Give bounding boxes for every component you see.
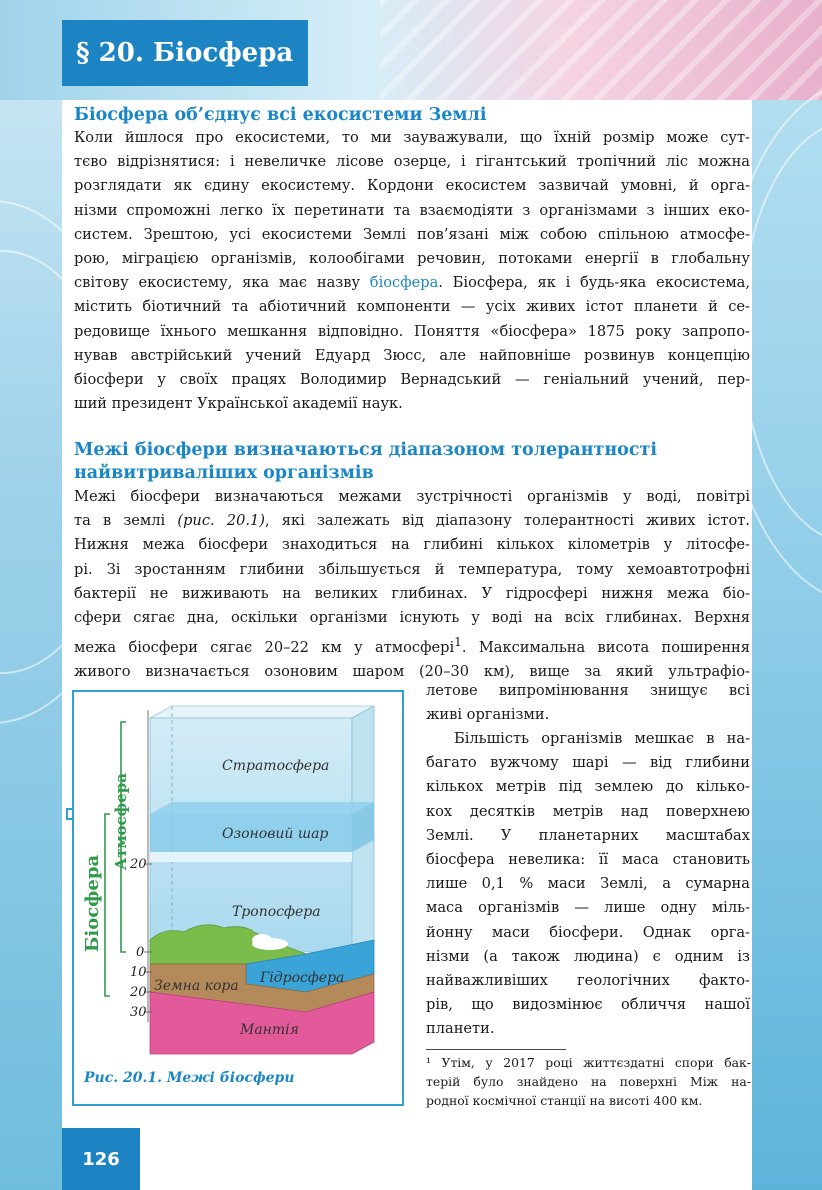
- footnote-divider: [426, 1049, 566, 1050]
- label-troposphere: Тропосфера: [232, 904, 321, 920]
- biosphere-bracket: [105, 814, 110, 996]
- heading-biosphere-limits: [74, 439, 657, 485]
- ozone-top: [150, 802, 374, 814]
- text-line: Коли йшлося про екосистеми, то ми зауважували, що їхній розмір може сут-: [74, 129, 750, 146]
- footnote-line: родної космічної станції на висоті 400 км.: [426, 1093, 703, 1108]
- text-line: рою, міграцією організмів, колообігами речовин, потоками енергії в глобальну: [74, 250, 750, 268]
- text-line: нував австрійський учений Едуард Зюсс, але найповніше розвинув концепцію: [74, 346, 750, 364]
- heading-line: найвитриваліших організмів: [74, 463, 374, 483]
- text-line: рів, що видозмінює обличчя нашої: [426, 996, 750, 1014]
- tick-label-30: 30: [130, 1005, 147, 1020]
- text-line: Землі. У планетарних масштабах: [426, 826, 750, 844]
- tick-label-20: 20: [130, 985, 147, 1000]
- figure-caption: Рис. 20.1. Межі біосфери: [84, 1070, 295, 1086]
- text-line: бактерії не виживають на великих глибинах. У гідросфері нижня межа біо-: [74, 584, 750, 602]
- text-line: [74, 509, 750, 533]
- box-top-face: [150, 706, 374, 718]
- text-line: нізми спроможні легко їх перетинати та взаємодіяти з організмами з інших еко-: [74, 201, 750, 219]
- footnote: [426, 1053, 751, 1110]
- label-mantle: Мантія: [240, 1022, 299, 1038]
- biosphere-diagram: [74, 692, 402, 1104]
- figure-reference: (рис. 20.1): [177, 512, 265, 530]
- text-line: багато вужчому шарі — від глибини: [426, 754, 750, 772]
- text-fragment: та в землі: [74, 512, 178, 530]
- tick-label-0: 0: [136, 945, 145, 960]
- figure-biosphere-limits: [72, 690, 404, 1106]
- page-number: 126: [62, 1128, 140, 1190]
- cloud: [252, 934, 272, 946]
- heading-biosphere-unites: Біосфера об’єднує всі екосистеми Землі: [74, 105, 487, 125]
- text-fragment: . Максимальна висота поширення: [461, 639, 750, 657]
- text-fragment: . Біосфера, як і будь-яка екосистема,: [438, 274, 751, 292]
- label-hydrosphere: Гідросфера: [260, 970, 345, 986]
- text-line: тєво відрізнятися: і невеличке лісове озерце, і гігантський тропічний ліс можна: [74, 153, 750, 171]
- text-line: систем. Зрештою, усі екосистеми Землі пов’язані між собою спільною атмосфе-: [74, 225, 750, 243]
- text-line: Межі біосфери визначаються межами зустрічності організмів у воді, повітрі: [74, 488, 750, 505]
- label-ozone: Озоновий шар: [222, 826, 329, 842]
- text-line: редовище їхнього мешкання відповідно. Поняття «біосфера» 1875 року запропо-: [74, 322, 750, 340]
- text-line: живого визначається озоновим шаром (20–30 км), вище за який ультрафіо-: [74, 663, 750, 681]
- text-line: сфери сягає дна, оскільки організми існують у воді на всіх глибинах. Верхня: [74, 609, 750, 627]
- boundary-band: [150, 852, 352, 862]
- paragraph-1: [74, 126, 750, 416]
- text-line: живі організми.: [426, 706, 550, 724]
- paragraph-2-continued: [426, 679, 750, 727]
- paragraph-3: [426, 727, 750, 1042]
- text-fragment: світову екосистему, яка має назву: [74, 274, 370, 292]
- text-line: біосфери у своїх працях Володимир Вернадський — геніальний учений, пер-: [74, 371, 750, 389]
- section-title-box: [62, 20, 308, 86]
- text-line: ший президент Української академії наук.: [74, 395, 403, 413]
- text-line: біосфера невелика: її маса становить: [426, 851, 750, 869]
- text-line: розглядати як єдину екосистему. Кордони екосистем зазвичай умовні, й орга-: [74, 177, 750, 195]
- label-stratosphere: Стратосфера: [222, 758, 330, 774]
- heading-line: Межі біосфери визначаються діапазоном толерантності: [74, 440, 657, 460]
- text-line: летове випромінювання знищує всі: [426, 682, 750, 699]
- text-line: маса організмів — лише одну міль-: [426, 899, 750, 917]
- text-line: рі. Зі зростанням глибини збільшується й температура, тому хемоавтотрофні: [74, 560, 750, 578]
- label-biosphere: Біосфера: [82, 854, 103, 952]
- text-line: планети.: [426, 1020, 495, 1038]
- label-crust: Земна кора: [154, 978, 239, 994]
- text-line: містить біотичний та абіотичний компоненти — усіх живих істот планети й се-: [74, 298, 750, 316]
- text-line: йонну маси біосфери. Однак орга-: [426, 923, 750, 941]
- section-title: § 20. Біосфера: [76, 38, 294, 68]
- text-line: [74, 630, 750, 660]
- label-atmosphere: Атмосфера: [112, 773, 130, 870]
- tick-label-20-up: 20: [130, 857, 147, 872]
- text-line: лише 0,1 % маси Землі, а сумарна: [426, 875, 750, 893]
- footnote-line: терій було знайдено на поверхні Між на-: [426, 1074, 751, 1089]
- text-fragment: , які залежать від діапазону толерантності живих істот.: [265, 512, 751, 530]
- text-line: найважливіших геологічних факто-: [426, 972, 750, 990]
- text-line: Нижня межа біосфери знаходиться на глибині кількох кілометрів у літосфе-: [74, 536, 750, 554]
- footnote-marker: 1: [454, 635, 462, 650]
- tick-label-10: 10: [130, 965, 147, 980]
- top-decor-stripes: [380, 0, 822, 100]
- paragraph-2: [74, 485, 750, 684]
- text-fragment: межа біосфери сягає 20–22 км у атмосфері: [74, 639, 455, 657]
- footnote-line: ¹ Утім, у 2017 році життєздатні спори бак-: [426, 1055, 751, 1070]
- term-biosphere: біосфера: [369, 274, 439, 292]
- text-line: нізми (а також людина) є одним із: [426, 947, 750, 965]
- text-line: Більшість організмів мешкає в на-: [454, 730, 750, 747]
- text-line: [74, 271, 750, 295]
- text-line: кох десятків метрів над поверхнею: [426, 802, 750, 820]
- text-line: кількох метрів під землею до кілько-: [426, 778, 750, 796]
